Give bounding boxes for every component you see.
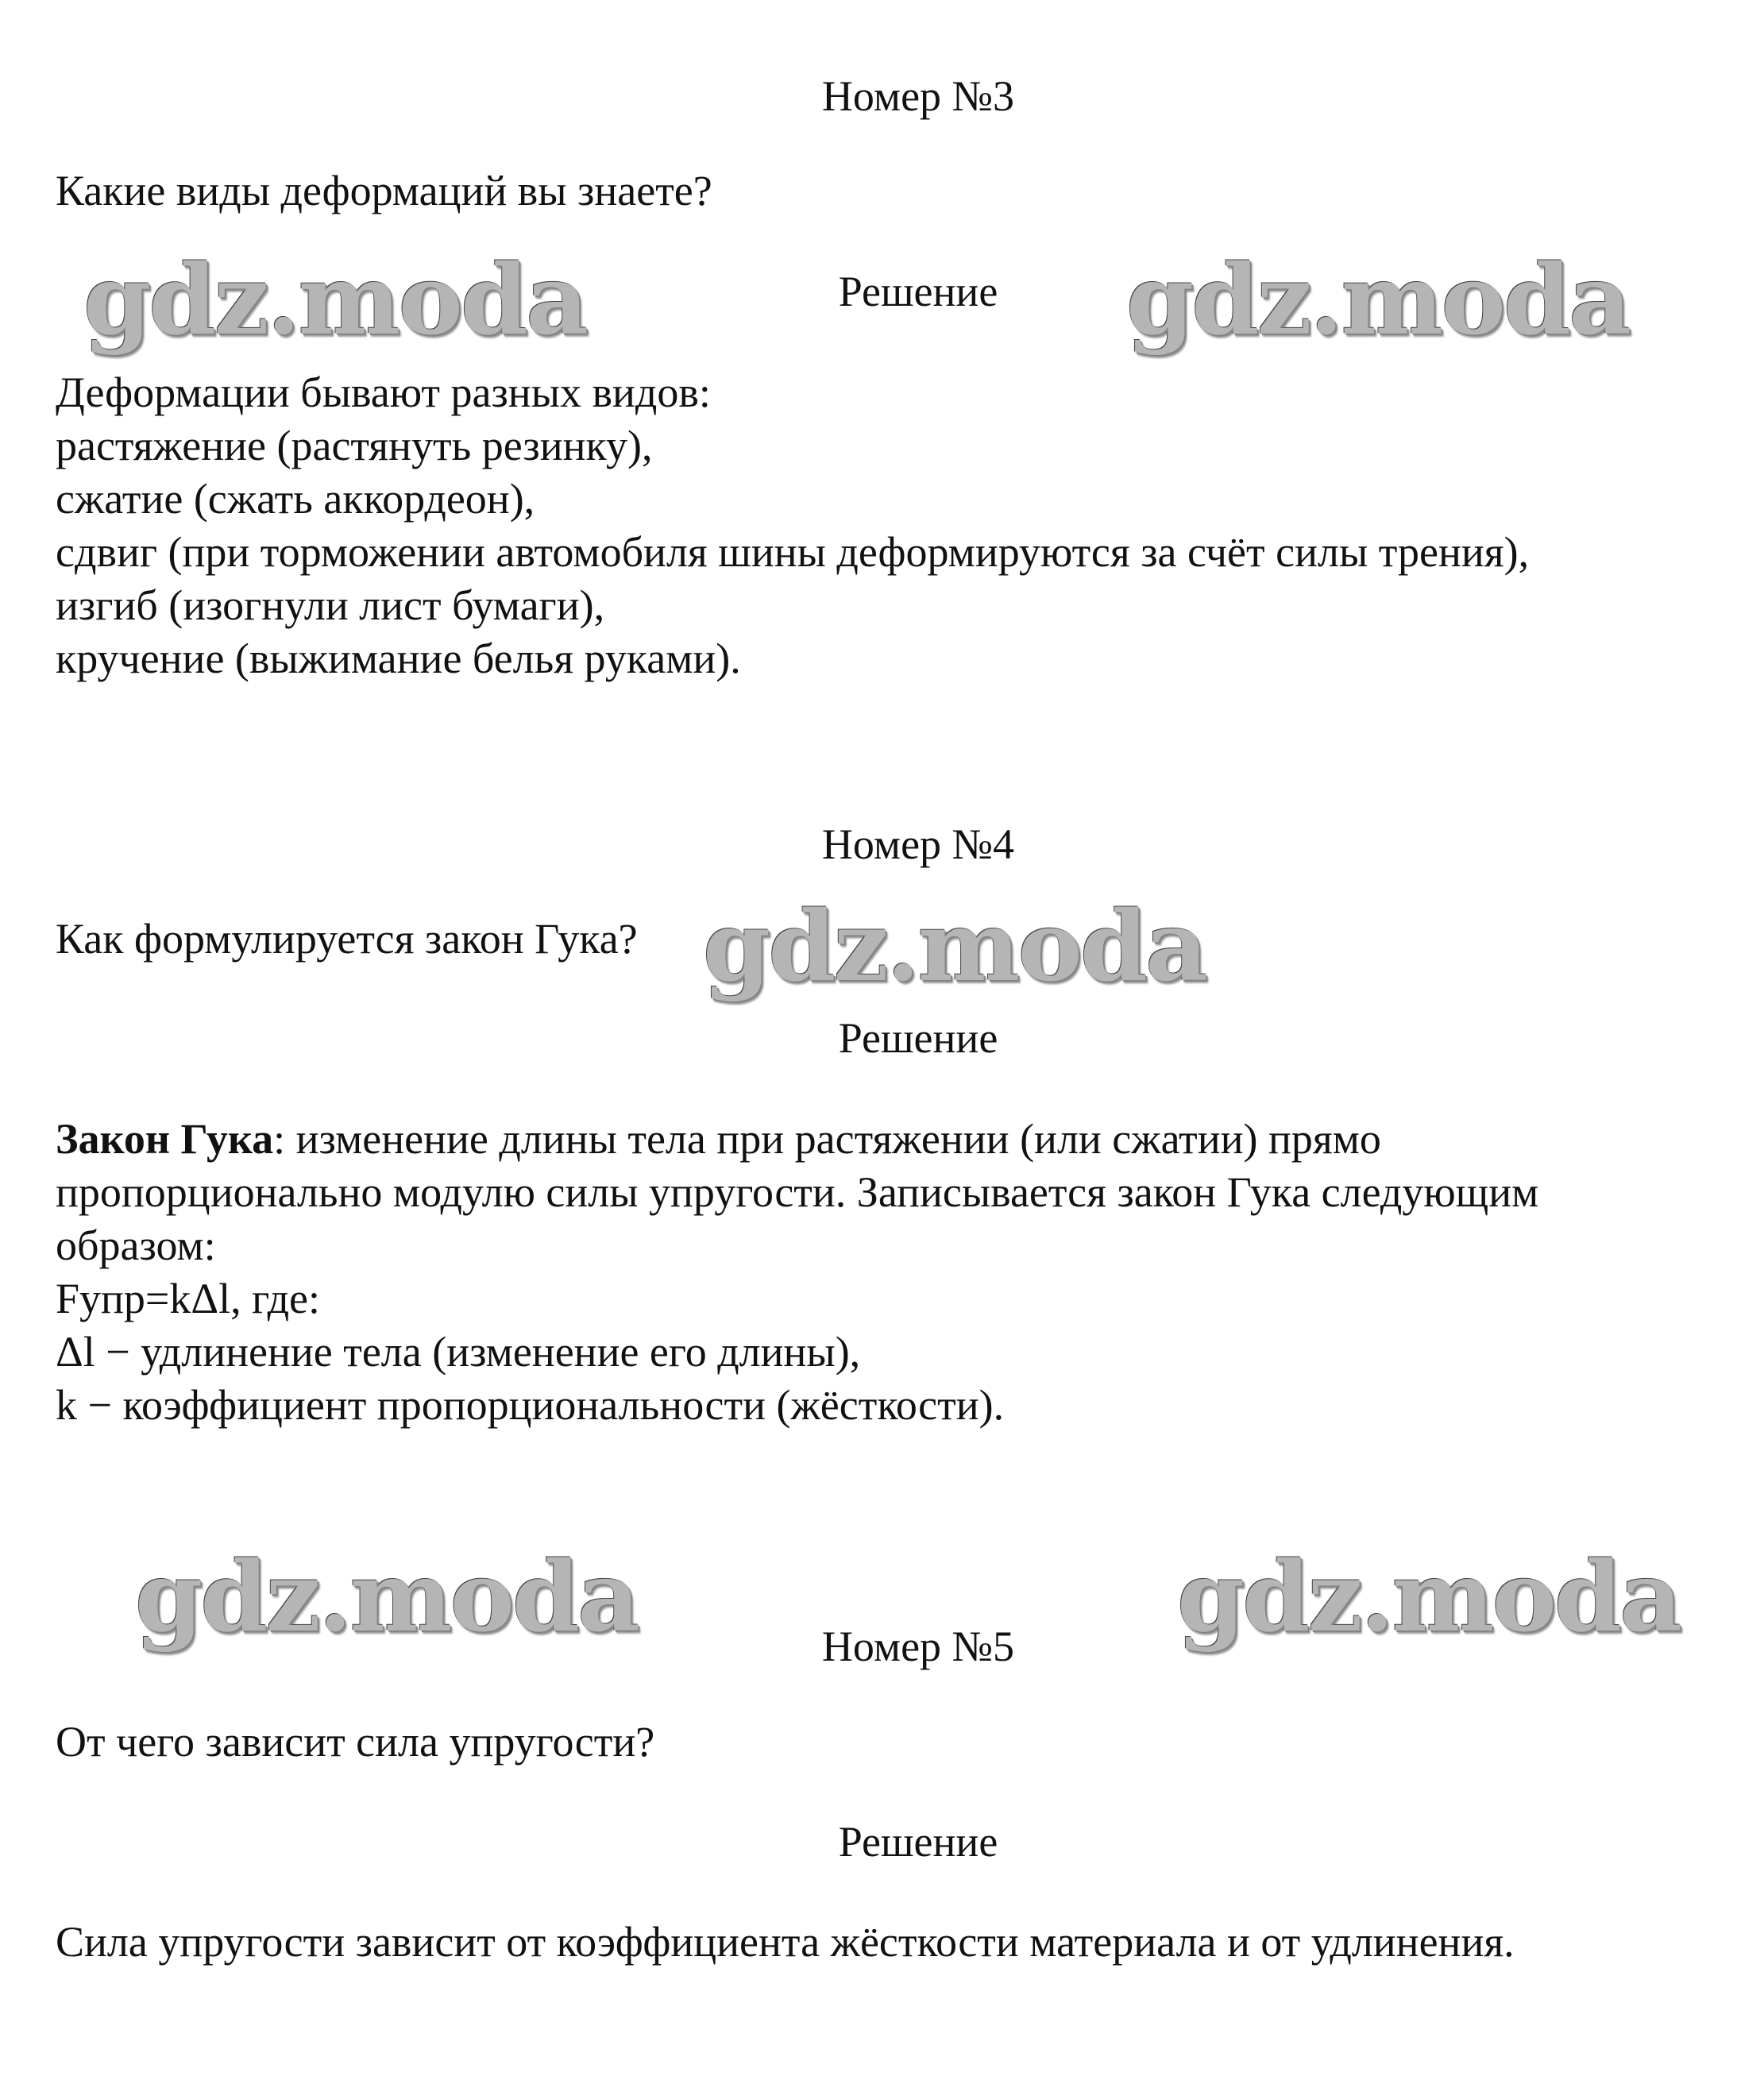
hooke-law-term: Закон Гука: [56, 1115, 274, 1163]
watermark-logo: gdz.moda: [83, 242, 587, 357]
section-3-title: Номер №3: [821, 72, 1015, 120]
section-4-answer-line: Fупр=kΔl, где:: [56, 1275, 321, 1322]
section-4-answer-line: k − коэффициент пропорциональности (жёсткости).: [56, 1381, 1005, 1429]
section-5-answer-line: Сила упругости зависит от коэффициента жёсткости материала и от удлинения.: [56, 1918, 1515, 1966]
watermark-logo: gdz.moda: [1126, 242, 1630, 357]
section-5-question: От чего зависит сила упругости?: [56, 1718, 655, 1766]
section-4-answer-line: Δl − удлинение тела (изменение его длины),: [56, 1328, 861, 1376]
section-3-answer-line: Деформации бывают разных видов:: [56, 369, 711, 416]
section-3-answer-line: изгиб (изогнули лист бумаги),: [56, 581, 605, 629]
section-4-solution-label: Решение: [838, 1014, 998, 1062]
section-4-answer-line: пропорционально модулю силы упругости. Записывается закон Гука следующим: [56, 1168, 1539, 1216]
section-4-answer-line: образом:: [56, 1221, 216, 1269]
section-3-question: Какие виды деформаций вы знаете?: [56, 167, 712, 214]
section-4-answer-text: : изменение длины тела при растяжении (или сжатии) прямо: [273, 1115, 1381, 1163]
section-4-title: Номер №4: [821, 820, 1015, 868]
section-4-answer-line: [56, 1113, 1381, 1166]
section-3-answer-line: кручение (выжимание белья руками).: [56, 635, 741, 682]
section-5-title: Номер №5: [821, 1623, 1015, 1670]
section-3-answer-line: сдвиг (при торможении автомобиля шины деформируются за счёт силы трения),: [56, 528, 1530, 576]
watermark-logo: gdz.moda: [1177, 1539, 1681, 1654]
section-3-answer-line: сжатие (сжать аккордеон),: [56, 475, 535, 523]
section-5-solution-label: Решение: [838, 1818, 998, 1866]
watermark-logo: gdz.moda: [703, 889, 1206, 1003]
section-4-question: Как формулируется закон Гука?: [56, 915, 638, 963]
watermark-logo: gdz.moda: [135, 1539, 639, 1654]
section-3-answer-line: растяжение (растянуть резинку),: [56, 422, 653, 469]
section-3-solution-label: Решение: [838, 268, 998, 315]
